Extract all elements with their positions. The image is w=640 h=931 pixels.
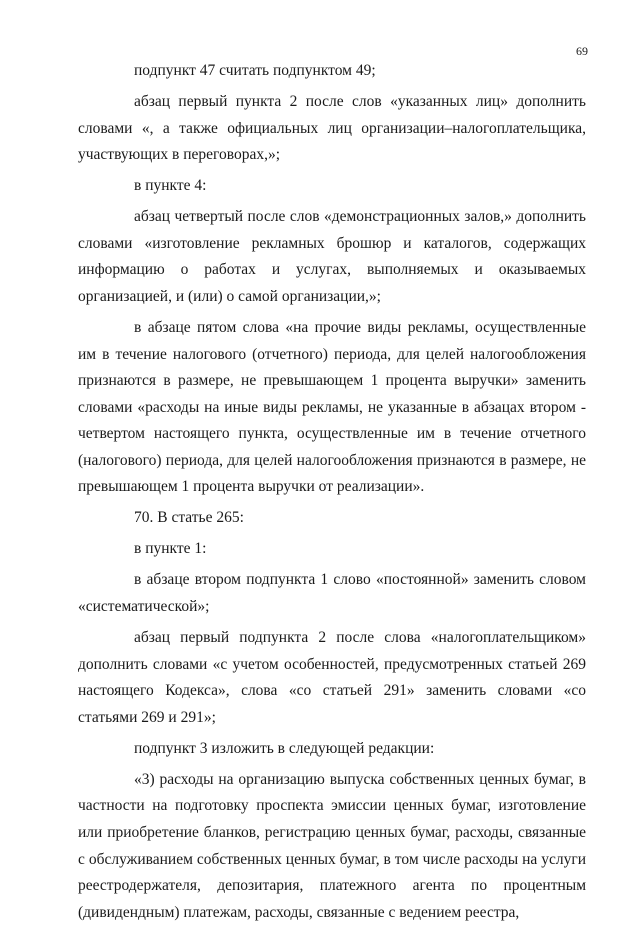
paragraph: в пункте 1:: [134, 540, 207, 558]
paragraph: абзац четвертый после слов «демонстрационных залов,» дополнить словами «изготовление рекламных брошюр и каталогов, содержащих информацию о работах и услугах, выполняемых и оказываемых организацией, и (или) о самой организации,»;: [78, 208, 586, 305]
paragraph: абзац первый подпункта 2 после слова «налогоплательщиком» дополнить словами «с учетом особенностей, предусмотренных статьей 269 настоящего Кодекса», слова «со статьей 291» заменить словами «со статьями 269 и 291»;: [78, 629, 586, 726]
paragraph: 70. В статье 265:: [134, 509, 244, 527]
paragraph: «3) расходы на организацию выпуска собственных ценных бумаг, в частности на подготовку проспекта эмиссии ценных бумаг, изготовление или приобретение бланков, регистрацию ценных бумаг, расходы, связанные с обслуживанием собственных ценных бумаг, в том числе расходы на услуги реестродержателя, депозитария, платежного агента по процентным (дивидендным) платежам, расходы, связанные с ведением реестра,: [78, 770, 586, 921]
paragraph: в абзаце пятом слова «на прочие виды рекламы, осуществленные им в течение налогового (отчетного) периода, для целей налогообложения признаются в размере, не превышающем 1 процента выручки» заменить словами «расходы на иные виды рекламы, не указанные в абзацах втором - четвертом настоящего пункта, осуществленные им в течение отчетного (налогового) периода, для целей налогообложения признаются в размере, не превышающем 1 процента выручки от реализации».: [78, 318, 586, 496]
paragraph: абзац первый пункта 2 после слов «указанных лиц» дополнить словами «, а также официальных лиц организации–налогоплательщика, участвующих в переговорах,»;: [78, 92, 586, 164]
paragraph: в абзаце втором подпункта 1 слово «постоянной» заменить словом «систематической»;: [78, 571, 586, 616]
paragraph: подпункт 47 считать подпунктом 49;: [134, 62, 376, 79]
page-number: 69: [576, 44, 588, 58]
paragraph: в пункте 4:: [134, 177, 207, 195]
document-body: [78, 58, 586, 931]
paragraph: подпункт 3 изложить в следующей редакции:: [134, 739, 435, 757]
